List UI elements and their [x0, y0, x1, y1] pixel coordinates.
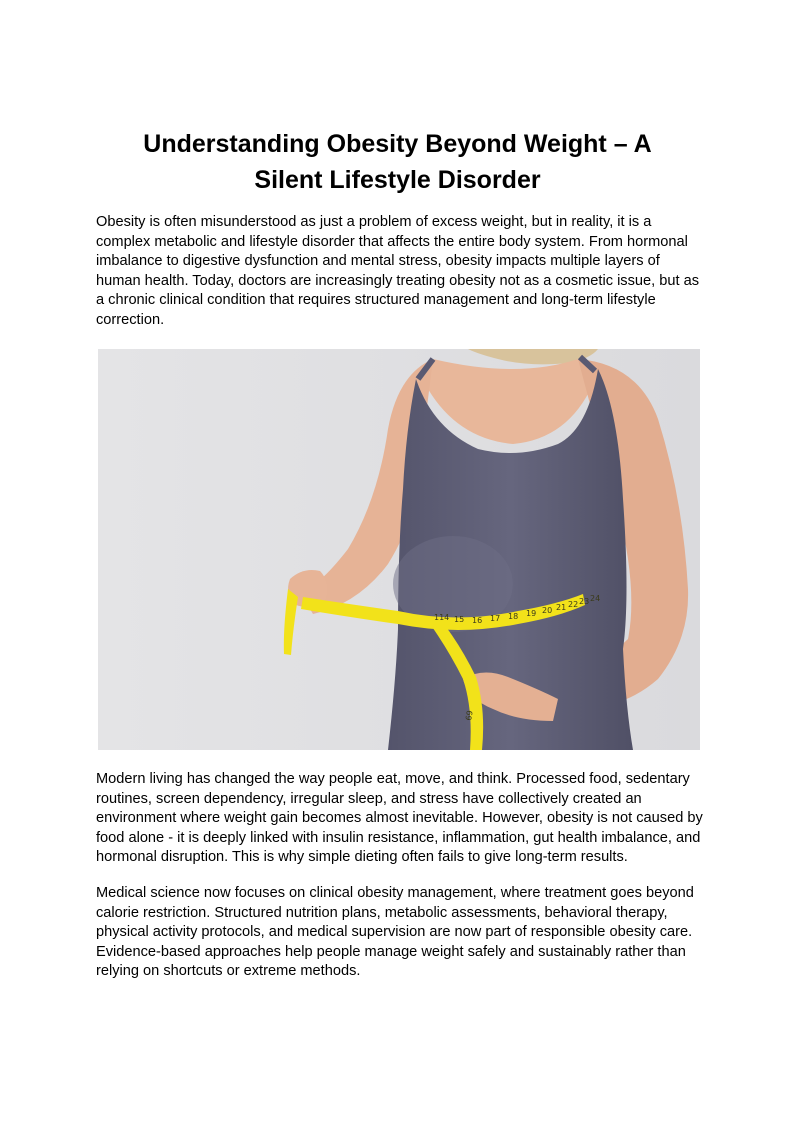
tape-number: 114 [434, 613, 450, 622]
body-paragraph-2: Modern living has changed the way people eat, move, and think. Processed food, sedentary routines, screen dependency, irregular sleep, and stress have collectively created an environment where weight gain becomes almost inevitable. However, obesity is not caused by food alone - it is deeply linked with insulin resistance, inflammation, gut health imbalance, and hormonal disruption. This is why simple dieting often fails to give long-term results. [96, 771, 703, 866]
tape-number: 15 [454, 615, 465, 624]
body-paragraph-3: Medical science now focuses on clinical obesity management, where treatment goes beyond calorie restriction. Structured nutrition plans, metabolic assessments, behavioral therapy, physical activity protocols, and medical supervision are now part of responsible obesity care. Evidence-based approaches help people manage weight safely and sustainably rather than relying on shortcuts or extreme methods. [96, 885, 694, 980]
intro-paragraph: Obesity is often misunderstood as just a problem of excess weight, but in reality, it is a complex metabolic and lifestyle disorder that affects the entire body system. From hormonal imbalance to digestive dysfunction and mental stress, obesity impacts multiple layers of human health. Today, doctors are increasingly treating obesity not as a cosmetic issue, but as a chronic clinical condition that requires structured management and long-term lifestyle correction. [96, 214, 699, 328]
woman-measuring-waist-illustration [98, 349, 700, 750]
tape-number: 24 [590, 594, 601, 603]
tape-number: 21 [556, 603, 567, 612]
tape-number: 20 [542, 606, 553, 615]
article-title [96, 126, 699, 198]
tape-number: 16 [472, 616, 483, 625]
article-photo [98, 349, 700, 750]
tape-number: 17 [490, 614, 501, 623]
tape-number: 18 [508, 612, 519, 621]
title-line-2: Silent Lifestyle Disorder [254, 166, 541, 194]
tape-number: 69 [464, 709, 475, 722]
title-line-1: Understanding Obesity Beyond Weight – A [143, 130, 652, 158]
tape-number: 22 [568, 600, 579, 609]
tape-number: 19 [526, 609, 537, 618]
tape-number: 23 [579, 597, 590, 606]
